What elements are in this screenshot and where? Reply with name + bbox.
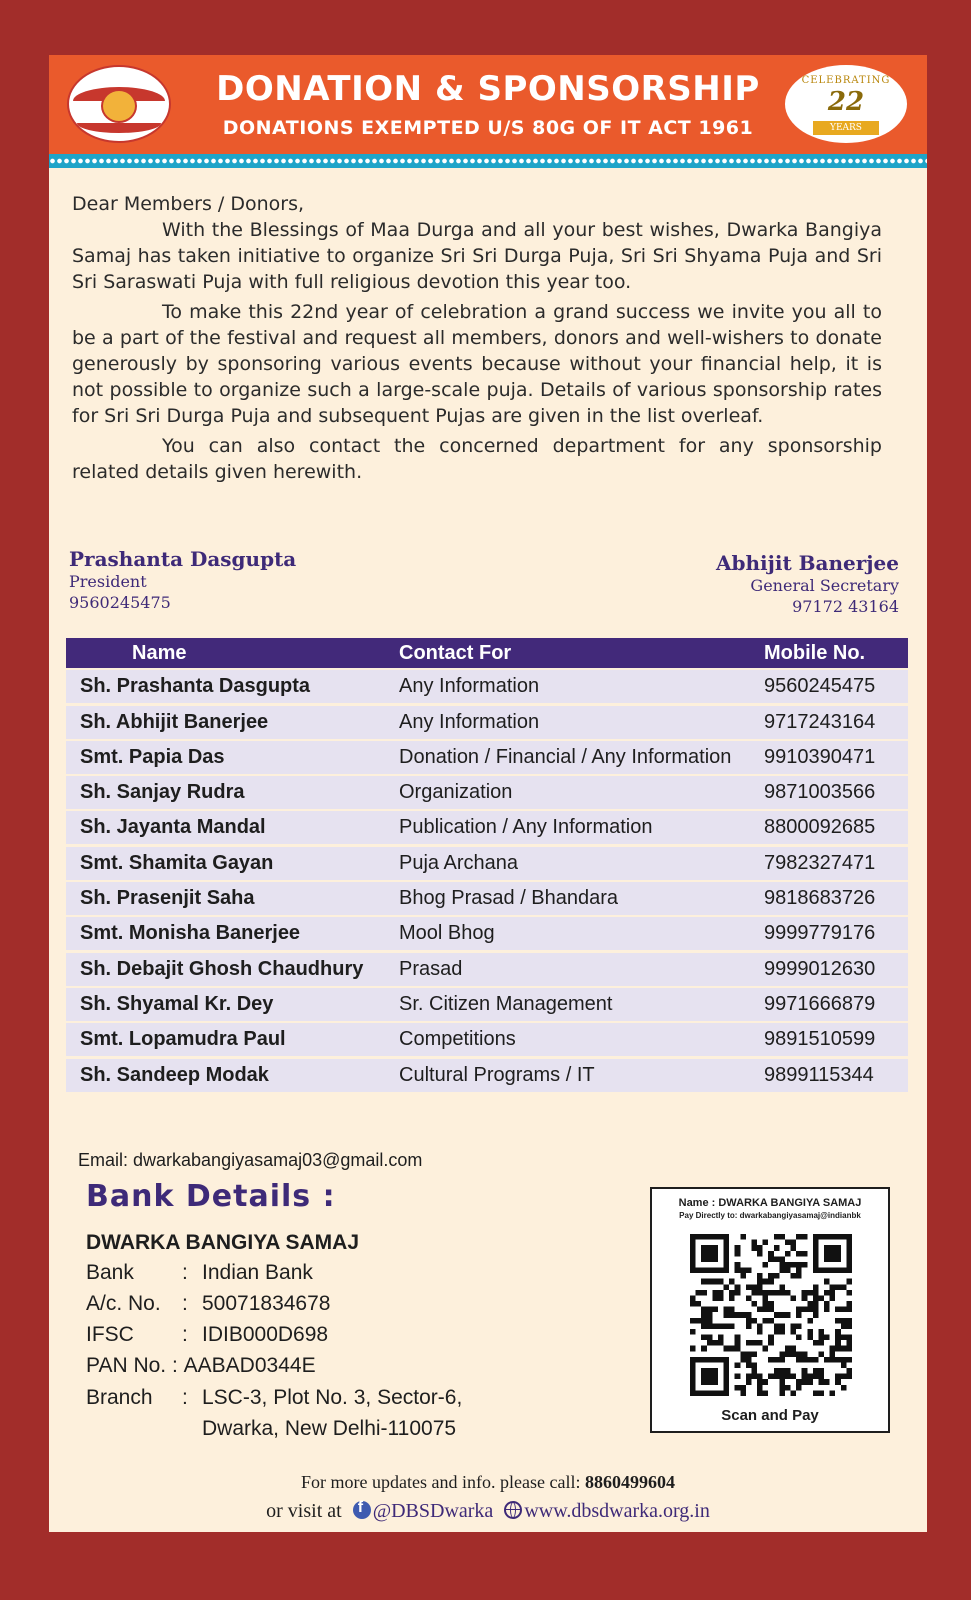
donation-card <box>49 55 927 1532</box>
contact-mobile: 9971666879 <box>764 992 876 1015</box>
contact-name: Sh. Sanjay Rudra <box>80 781 245 804</box>
contact-mobile: 9999779176 <box>764 922 876 945</box>
table-row <box>66 706 908 739</box>
contact-name: Smt. Papia Das <box>80 745 225 768</box>
signatory-role: President <box>69 572 147 591</box>
branch-row: Branch : LSC-3, Plot No. 3, Sector-6, <box>86 1386 463 1409</box>
badge-number: 22 <box>827 87 865 117</box>
contact-mobile: 9818683726 <box>764 887 876 910</box>
header-banner <box>49 55 927 154</box>
qr-upi-id: Pay Directly to: dwarkabangiyasamaj@indianbk <box>679 1211 861 1220</box>
contact-for: Donation / Financial / Any Information <box>399 745 732 768</box>
contact-for: Prasad <box>399 957 463 980</box>
badge-band-text: YEARS <box>830 123 862 133</box>
contact-for: Publication / Any Information <box>399 816 653 839</box>
contact-for: Cultural Programs / IT <box>399 1063 595 1086</box>
table-row <box>66 882 908 915</box>
header-name: Name <box>132 641 187 664</box>
contact-name: Sh. Prashanta Dasgupta <box>80 675 311 698</box>
table-row <box>66 776 908 809</box>
signatory-phone: 9560245475 <box>69 593 171 612</box>
facebook-icon <box>353 1501 371 1519</box>
branch-address: LSC-3, Plot No. 3, Sector-6, <box>202 1386 463 1409</box>
contact-mobile: 9891510599 <box>764 1028 876 1051</box>
contact-mobile: 9560245475 <box>764 675 876 698</box>
signatory-phone: 97172 43164 <box>792 597 899 616</box>
contact-for: Puja Archana <box>399 851 518 874</box>
footer-call-line: For more updates and info. please call: 8860499604 <box>301 1472 675 1492</box>
table-row <box>66 670 908 703</box>
signatory-general-secretary <box>716 551 899 617</box>
celebrating-22-years-badge <box>785 65 907 143</box>
signatory-name: Abhijit Banerjee <box>715 551 899 575</box>
header-mobile: Mobile No. <box>764 641 866 664</box>
signatory-name: Prashanta Dasgupta <box>69 547 297 571</box>
contact-for: Bhog Prasad / Bhandara <box>399 887 619 910</box>
website-link[interactable]: www.dbsdwarka.org.in <box>524 1500 710 1522</box>
contact-mobile: 9717243164 <box>764 710 876 733</box>
table-row <box>66 917 908 950</box>
qr-code-icon[interactable] <box>690 1234 852 1396</box>
qr-payment-box <box>650 1187 890 1433</box>
footer-visit-line: or visit at f @DBSDwarka www.dbsdwarka.org.in <box>49 1500 927 1523</box>
dotted-divider <box>49 154 927 168</box>
contact-for: Any Information <box>399 675 540 698</box>
table-header <box>66 638 908 668</box>
table-row <box>66 953 908 986</box>
letter-paragraph-2: To make this 22nd year of celebration a grand success we invite you all to be a part of the festival and request all members, donors and well-wishers to donate generously by sponsoring various events because without your financial help, it is not possible to organize such a large-scale puja. Details of various sponsorship rates for Sri Sri Durga Puja and subsequent Pujas are given in the list overleaf. <box>72 301 882 427</box>
email-address: Email: dwarkabangiyasamaj03@gmail.com <box>78 1150 423 1170</box>
badge-top-text: CELEBRATING <box>801 75 891 86</box>
contact-mobile: 7982327471 <box>764 851 876 874</box>
contact-mobile: 9899115344 <box>764 1063 874 1086</box>
pan-number: AABAD0344E <box>183 1354 316 1377</box>
branch-address-line-2: Dwarka, New Delhi-110075 <box>202 1417 457 1440</box>
contact-name: Smt. Lopamudra Paul <box>80 1028 286 1051</box>
qr-payee-name: Name : DWARKA BANGIYA SAMAJ <box>678 1197 862 1209</box>
signatory-president <box>69 547 296 613</box>
contact-name: Smt. Monisha Banerjee <box>80 922 301 945</box>
scan-and-pay-label: Scan and Pay <box>721 1407 819 1424</box>
header-contact-for: Contact For <box>399 641 512 664</box>
bank-details-title: Bank Details : <box>86 1179 336 1214</box>
letter-paragraph-3: You can also contact the concerned department for any sponsorship related details given herewith. <box>72 435 882 483</box>
contact-for: Competitions <box>399 1028 516 1051</box>
contact-name: Sh. Sandeep Modak <box>80 1063 269 1086</box>
account-number: 50071834678 <box>202 1292 331 1315</box>
bank-account-name: DWARKA BANGIYA SAMAJ <box>86 1231 360 1254</box>
facebook-handle-link[interactable]: @DBSDwarka <box>372 1500 494 1522</box>
contact-name: Sh. Prasenjit Saha <box>80 887 255 910</box>
contact-for: Organization <box>399 781 513 804</box>
signatory-role: General Secretary <box>750 576 899 595</box>
contact-mobile: 9871003566 <box>764 781 876 804</box>
letter-paragraph-1: With the Blessings of Maa Durga and all your best wishes, Dwarka Bangiya Samaj has taken initiative to organize Sri Sri Durga Puja, Sri Sri Shyama Puja and Sri Sri Saraswati Puja with full religious devotion this year too. <box>72 219 882 293</box>
page-subtitle: DONATIONS EXEMPTED U/S 80G OF IT ACT 1961 <box>222 117 754 139</box>
table-row <box>66 1023 908 1056</box>
account-number-row: A/c. No. : 50071834678 <box>86 1292 331 1315</box>
contact-mobile: 9910390471 <box>764 745 876 768</box>
table-row <box>66 741 908 774</box>
contact-for: Mool Bhog <box>399 922 495 945</box>
bank-value: Indian Bank <box>202 1261 313 1284</box>
letter-body <box>72 191 882 485</box>
contact-name: Sh. Jayanta Mandal <box>80 816 266 839</box>
bank-row: Bank : Indian Bank <box>86 1261 313 1284</box>
globe-icon <box>504 1501 522 1519</box>
contact-mobile: 9999012630 <box>764 957 876 980</box>
salutation: Dear Members / Donors, <box>72 193 305 215</box>
page-title: DONATION & SPONSORSHIP <box>216 69 760 109</box>
contact-name: Sh. Abhijit Banerjee <box>80 710 269 733</box>
table-row <box>66 988 908 1021</box>
contact-name: Sh. Shyamal Kr. Dey <box>80 992 274 1015</box>
contacts-table <box>66 638 908 1092</box>
footer-phone: 8860499604 <box>584 1472 675 1492</box>
contact-name: Smt. Shamita Gayan <box>80 851 274 874</box>
contact-mobile: 8800092685 <box>764 816 876 839</box>
ifsc-row: IFSC : IDIB000D698 <box>86 1323 329 1346</box>
table-row <box>66 1059 908 1092</box>
contact-for: Any Information <box>399 710 540 733</box>
pan-row: PAN No. : AABAD0344E <box>86 1354 316 1377</box>
table-row <box>66 811 908 844</box>
contact-for: Sr. Citizen Management <box>399 992 613 1015</box>
ifsc-code: IDIB000D698 <box>202 1323 329 1346</box>
table-row <box>66 847 908 880</box>
contact-name: Sh. Debajit Ghosh Chaudhury <box>80 957 364 980</box>
